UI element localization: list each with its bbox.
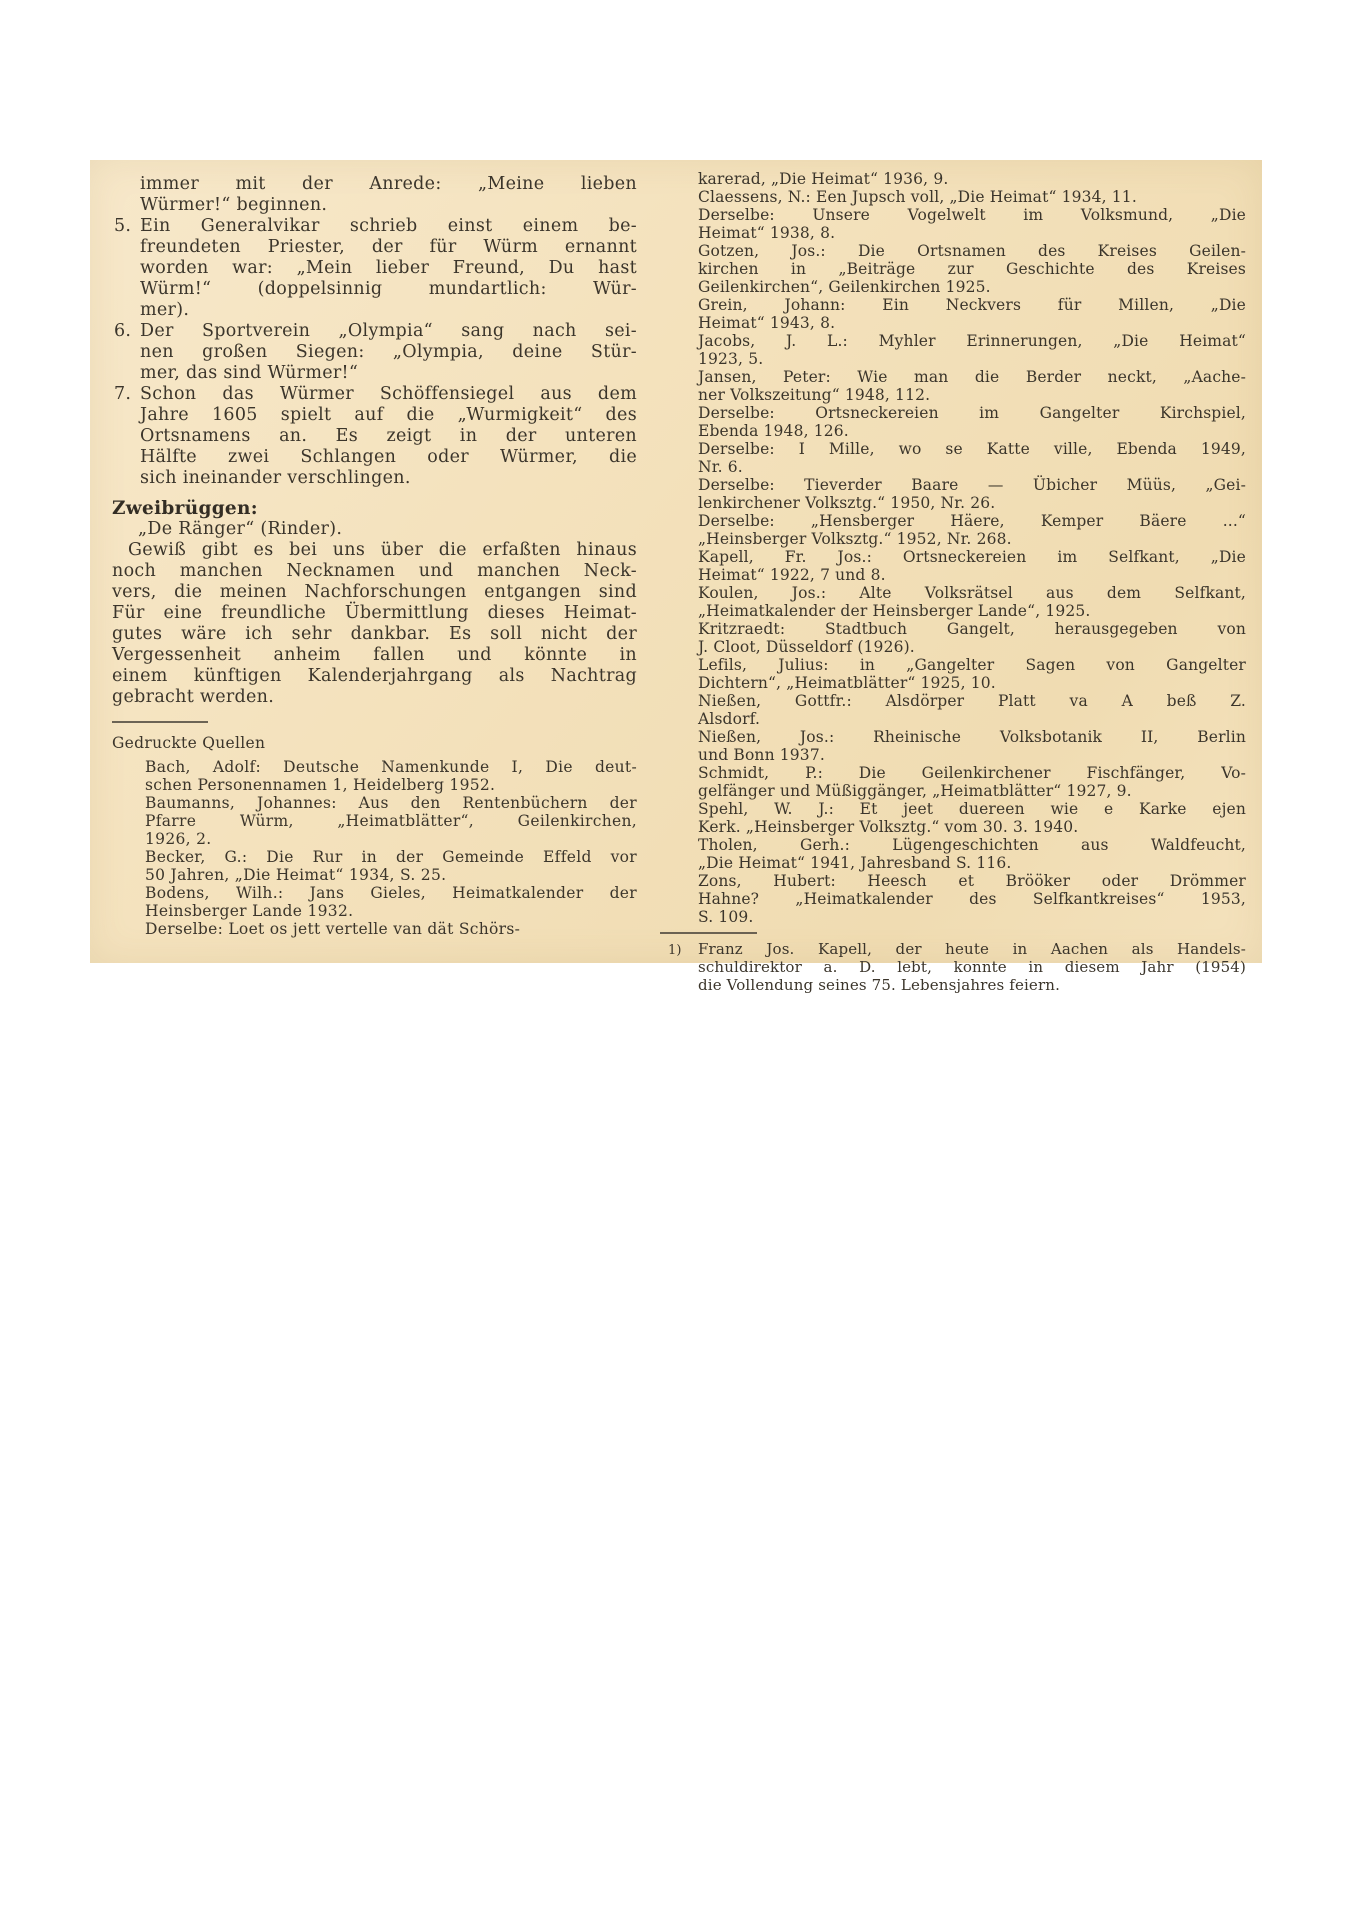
section-subheading: „De Ränger“ (Rinder).	[138, 519, 343, 539]
text-line: Nr. 6.	[698, 458, 743, 476]
bibliography-entry	[698, 548, 1246, 584]
text-line: Bach, Adolf: Deutsche Namenkunde I, Die deut-	[145, 758, 637, 776]
bibliography-entry	[698, 296, 1246, 332]
bibliography-entry	[698, 656, 1246, 692]
bibliography-entry	[145, 794, 637, 848]
list-item-6	[112, 321, 637, 384]
sources-heading: Gedruckte Quellen	[112, 734, 266, 752]
list-item-text	[140, 216, 637, 321]
text-line: Hälfte zwei Schlangen oder Würmer, die	[140, 447, 637, 467]
text-line: sich ineinander verschlingen.	[140, 468, 411, 488]
text-line: Nießen, Jos.: Rheinische Volksbotanik II, Berlin	[698, 728, 1246, 746]
section-heading-zweibrueggen: Zweibrüggen:	[112, 498, 258, 519]
text-line: kirchen in „Beiträge zur Geschichte des Kreises	[698, 260, 1246, 278]
text-line: vers, die meinen Nachforschungen entgangen sind	[112, 582, 637, 602]
text-line: Ebenda 1948, 126.	[698, 422, 849, 440]
list-item-text	[140, 321, 637, 384]
text-line: immer mit der Anrede: „Meine lieben	[140, 174, 637, 194]
text-line: Jahre 1605 spielt auf die „Wurmigkeit“ des	[140, 405, 637, 425]
text-line: Koulen, Jos.: Alte Volksrätsel aus dem Selfkant,	[698, 584, 1246, 602]
text-line: Ein Generalvikar schrieb einst einem be-	[140, 216, 637, 236]
text-line: karerad, „Die Heimat“ 1936, 9.	[698, 170, 949, 188]
bibliography-entry	[698, 188, 1246, 206]
text-line: mer).	[140, 300, 190, 320]
bibliography-list	[698, 170, 1246, 926]
footnote-divider-rule	[660, 932, 757, 934]
text-line: Dichtern“, „Heimatblätter“ 1925, 10.	[698, 674, 996, 692]
bibliography-entry	[145, 848, 637, 884]
bibliography-entry	[698, 584, 1246, 620]
text-line: Schmidt, P.: Die Geilenkirchener Fischfänger, Vo-	[698, 764, 1246, 782]
text-line: Ortsnamens an. Es zeigt in der unteren	[140, 426, 637, 446]
text-line: Derselbe: Loet os jett vertelle van dät Schörs-	[145, 920, 521, 938]
text-line: Heimat“ 1922, 7 und 8.	[698, 566, 886, 584]
text-line: Jansen, Peter: Wie man die Berder neckt, „Aache-	[698, 368, 1246, 386]
bibliography-entry	[698, 728, 1246, 764]
text-line: worden war: „Mein lieber Freund, Du hast	[140, 258, 637, 278]
text-line: die Vollendung seines 75. Lebensjahres feiern.	[698, 976, 1060, 994]
text-line: Derselbe: Unsere Vogelwelt im Volksmund, „Die	[698, 206, 1246, 224]
text-line: Zons, Hubert: Heesch et Brööker oder Drömmer	[698, 872, 1246, 890]
bibliography-entry	[145, 884, 637, 920]
text-line: „Heinsberger Volksztg.“ 1952, Nr. 268.	[698, 530, 1012, 548]
text-line: 1923, 5.	[698, 350, 764, 368]
bibliography-entry	[145, 758, 637, 794]
text-line: S. 109.	[698, 908, 754, 926]
text-line: gelfänger und Müßiggänger, „Heimatblätter“ 1927, 9.	[698, 782, 1132, 800]
text-line: Claessens, N.: Een Jupsch voll, „Die Heimat“ 1934, 11.	[698, 188, 1137, 206]
text-line: Derselbe: Tieverder Baare — Übicher Müüs, „Gei-	[698, 476, 1246, 494]
text-line: 50 Jahren, „Die Heimat“ 1934, S. 25.	[145, 866, 447, 884]
text-line: Lefils, Julius: in „Gangelter Sagen von Gangelter	[698, 656, 1246, 674]
bibliography-entry	[698, 620, 1246, 656]
bibliography-entry	[698, 764, 1246, 800]
text-line: „Heimatkalender der Heinsberger Lande“, 1925.	[698, 602, 1091, 620]
text-line: Für eine freundliche Übermittlung dieses Heimat-	[112, 603, 637, 623]
text-line: Der Sportverein „Olympia“ sang nach sei-	[140, 321, 637, 341]
intro-paragraph	[112, 174, 637, 216]
text-line: Würm!“ (doppelsinnig mundartlich: Wür-	[140, 279, 637, 299]
text-line: 1926, 2.	[145, 830, 212, 848]
text-line: Kerk. „Heinsberger Volksztg.“ vom 30. 3. 1940.	[698, 818, 1079, 836]
text-line: Alsdorf.	[698, 710, 761, 728]
bibliography-entry	[698, 800, 1246, 836]
text-line: Nießen, Gottfr.: Alsdörper Platt va A beß Z.	[698, 692, 1246, 710]
bibliography-entry	[145, 920, 637, 938]
text-line: Heinsberger Lande 1932.	[145, 902, 354, 920]
bibliography-entry	[698, 404, 1246, 440]
text-line: und Bonn 1937.	[698, 746, 825, 764]
text-line: noch manchen Necknamen und manchen Neck-	[112, 561, 637, 581]
text-line: Tholen, Gerh.: Lügengeschichten aus Waldfeucht,	[698, 836, 1246, 854]
text-line: nen großen Siegen: „Olympia, deine Stür-	[140, 342, 637, 362]
text-line: Schon das Würmer Schöffensiegel aus dem	[140, 384, 637, 404]
text-line: Jacobs, J. L.: Myhler Erinnerungen, „Die Heimat“	[698, 332, 1246, 350]
text-line: schen Personennamen 1, Heidelberg 1952.	[145, 776, 496, 794]
text-line: Kritzraedt: Stadtbuch Gangelt, herausgegeben von	[698, 620, 1246, 638]
footnote	[668, 940, 1246, 994]
sources-list	[112, 758, 637, 938]
bibliography-entry	[698, 332, 1246, 368]
text-line: Kapell, Fr. Jos.: Ortsneckereien im Selfkant, „Die	[698, 548, 1246, 566]
text-line: Gotzen, Jos.: Die Ortsnamen des Kreises Geilen-	[698, 242, 1246, 260]
list-item-5	[112, 216, 637, 321]
footnote-text	[698, 940, 1246, 994]
text-line: Heimat“ 1943, 8.	[698, 314, 836, 332]
bibliography-entry	[698, 170, 1246, 188]
text-line: Geilenkirchen“, Geilenkirchen 1925.	[698, 278, 991, 296]
text-line: mer, das sind Würmer!“	[140, 363, 359, 383]
text-line: freundeten Priester, der für Würm ernannt	[140, 237, 637, 257]
text-line: Spehl, W. J.: Et jeet duereen wie e Karke ejen	[698, 800, 1246, 818]
scanned-page	[90, 160, 1262, 994]
text-line: Derselbe: Ortsneckereien im Gangelter Kirchspiel,	[698, 404, 1246, 422]
text-line: J. Cloot, Düsseldorf (1926).	[698, 638, 915, 656]
bibliography-entry	[698, 476, 1246, 512]
text-line: Gewiß gibt es bei uns über die erfaßten hinaus	[128, 540, 637, 560]
text-line: Becker, G.: Die Rur in der Gemeinde Effeld vor	[145, 848, 637, 866]
text-line: Derselbe: „Hensberger Häere, Kemper Bäere ...“	[698, 512, 1246, 530]
text-line: Vergessenheit anheim fallen und könnte in	[112, 645, 637, 665]
text-line: ner Volkszeitung“ 1948, 112.	[698, 386, 931, 404]
text-line: Heimat“ 1938, 8.	[698, 224, 836, 242]
text-line: einem künftigen Kalenderjahrgang als Nachtrag	[112, 666, 637, 686]
bibliography-entry	[698, 242, 1246, 296]
closing-paragraph	[112, 540, 637, 708]
text-line: „Die Heimat“ 1941, Jahresband S. 116.	[698, 854, 1012, 872]
bibliography-entry	[698, 512, 1246, 548]
text-line: Grein, Johann: Ein Neckvers für Millen, „Die	[698, 296, 1246, 314]
bibliography-entry	[698, 206, 1246, 242]
text-line: Franz Jos. Kapell, der heute in Aachen als Handels-	[698, 940, 1246, 958]
text-line: Pfarre Würm, „Heimatblätter“, Geilenkirchen,	[145, 812, 637, 830]
text-line: schuldirektor a. D. lebt, konnte in diesem Jahr (1954)	[698, 958, 1246, 976]
text-line: gebracht werden.	[112, 687, 275, 707]
list-number: 6.	[114, 321, 132, 341]
bibliography-entry	[698, 692, 1246, 728]
list-number: 7.	[114, 384, 132, 404]
left-column	[112, 174, 637, 938]
text-line: gutes wäre ich sehr dankbar. Es soll nicht der	[112, 624, 637, 644]
list-number: 5.	[114, 216, 132, 236]
list-item-7	[112, 384, 637, 489]
footnote-marker: 1)	[668, 943, 682, 958]
text-line: Würmer!“ beginnen.	[140, 195, 328, 215]
bibliography-entry	[698, 368, 1246, 404]
text-line: Derselbe: I Mille, wo se Katte ville, Ebenda 1949,	[698, 440, 1246, 458]
text-line: lenkirchener Volksztg.“ 1950, Nr. 26.	[698, 494, 996, 512]
bibliography-entry	[698, 872, 1246, 926]
text-line: Baumanns, Johannes: Aus den Rentenbüchern der	[145, 794, 637, 812]
right-column	[668, 170, 1246, 994]
text-line: Hahne? „Heimatkalender des Selfkantkreises“ 1953,	[698, 890, 1246, 908]
bibliography-entry	[698, 440, 1246, 476]
section-divider-rule	[112, 721, 208, 723]
list-item-text	[140, 384, 637, 489]
text-line: Bodens, Wilh.: Jans Gieles, Heimatkalender der	[145, 884, 637, 902]
bibliography-entry	[698, 836, 1246, 872]
